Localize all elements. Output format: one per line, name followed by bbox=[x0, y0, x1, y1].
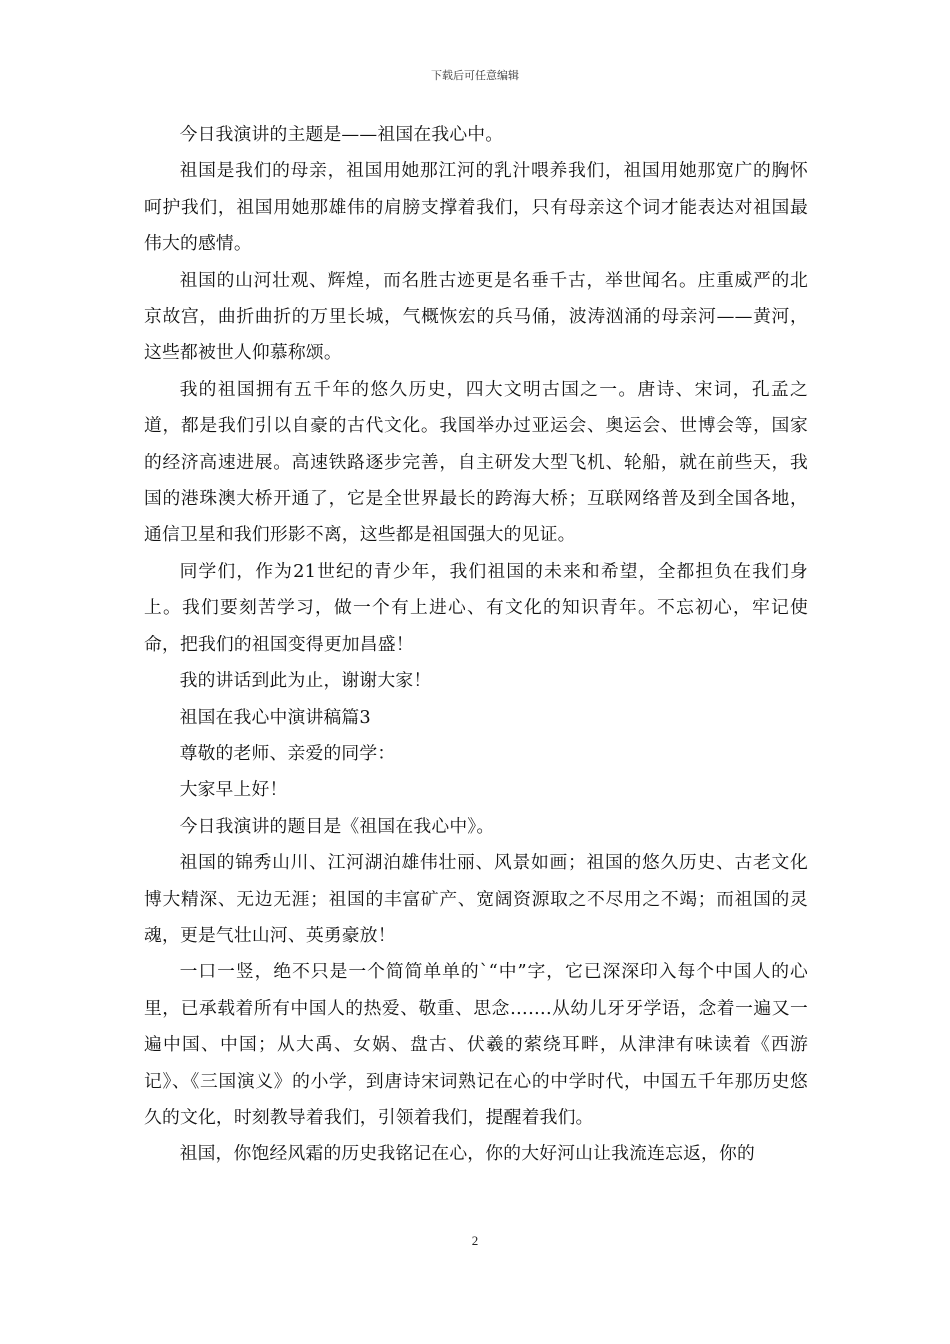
section-title: 祖国在我心中演讲稿篇3 bbox=[179, 706, 371, 728]
paragraph-motherland-memory: 祖国，你饱经风霜的历史我铭记在心，你的大好河山让我流连忘返，你的 bbox=[179, 1143, 755, 1165]
paragraph-theme-intro: 今日我演讲的主题是——祖国在我心中。 bbox=[179, 124, 504, 145]
paragraph-zhong-character: 一口一竖，绝不只是一个简简单单的`“中”字，它已深深印入每个中国人的心里，已承载着所有中国人的热爱、敬重、思念…….从幼儿牙牙学语，念着一遍又一遍中国、中国；从大禹、女娲、盘古、伏羲的萦绕耳畔，从津津有味读着《西游记》、《三国演义》的小学，到唐诗宋词熟记在心的中学时代，中国五千年那历史悠久的文化，时刻教导着我们，引领着我们，提醒着我们。 bbox=[144, 961, 808, 1128]
paragraph-motherland-mother: 祖国是我们的母亲，祖国用她那江河的乳汁喂养我们，祖国用她那宽广的胸怀呵护我们，祖国用她那雄伟的肩膀支撑着我们，只有母亲这个词才能表达对祖国最伟大的感情。 bbox=[144, 160, 808, 255]
paragraph-greeting: 大家早上好！ bbox=[179, 779, 288, 801]
paragraph-closing: 我的讲话到此为止，谢谢大家！ bbox=[179, 670, 432, 692]
paragraph-topic: 今日我演讲的题目是《祖国在我心中》。 bbox=[179, 815, 495, 837]
page-number: 2 bbox=[471, 1233, 479, 1248]
document-body bbox=[144, 117, 808, 1173]
paragraph-students: 同学们，作为21世纪的青少年，我们祖国的未来和希望，全都担负在我们身上。我们要刻苦学习，做一个有上进心、有文化的知识青年。不忘初心，牢记使命，把我们的祖国变得更加昌盛！ bbox=[144, 560, 808, 655]
page-header: 下载后可任意编辑 bbox=[431, 69, 519, 82]
paragraph-landscape: 祖国的山河壮观、辉煌，而名胜古迹更是名垂千古，举世闻名。庄重威严的北京故宫，曲折曲折的万里长城，气概恢宏的兵马俑，波涛汹涌的母亲河——黄河，这些都被世人仰慕称颂。 bbox=[144, 269, 808, 364]
paragraph-scenery: 祖国的锦秀山川、江河湖泊雄伟壮丽、风景如画；祖国的悠久历史、古老文化博大精深、无边无涯；祖国的丰富矿产、宽阔资源取之不尽用之不竭；而祖国的灵魂，更是气壮山河、英勇豪放！ bbox=[144, 852, 808, 946]
paragraph-salutation: 尊敬的老师、亲爱的同学： bbox=[179, 742, 396, 764]
paragraph-history: 我的祖国拥有五千年的悠久历史，四大文明古国之一。唐诗、宋词，孔孟之道，都是我们引以自豪的古代文化。我国举办过亚运会、奥运会、世博会等，国家的经济高速进展。高速铁路逐步完善，自主研发大型飞机、轮船，就在前些天，我国的港珠澳大桥开通了，它是全世界最长的跨海大桥；互联网络普及到全国各地，通信卫星和我们形影不离，这些都是祖国强大的见证。 bbox=[144, 378, 808, 546]
